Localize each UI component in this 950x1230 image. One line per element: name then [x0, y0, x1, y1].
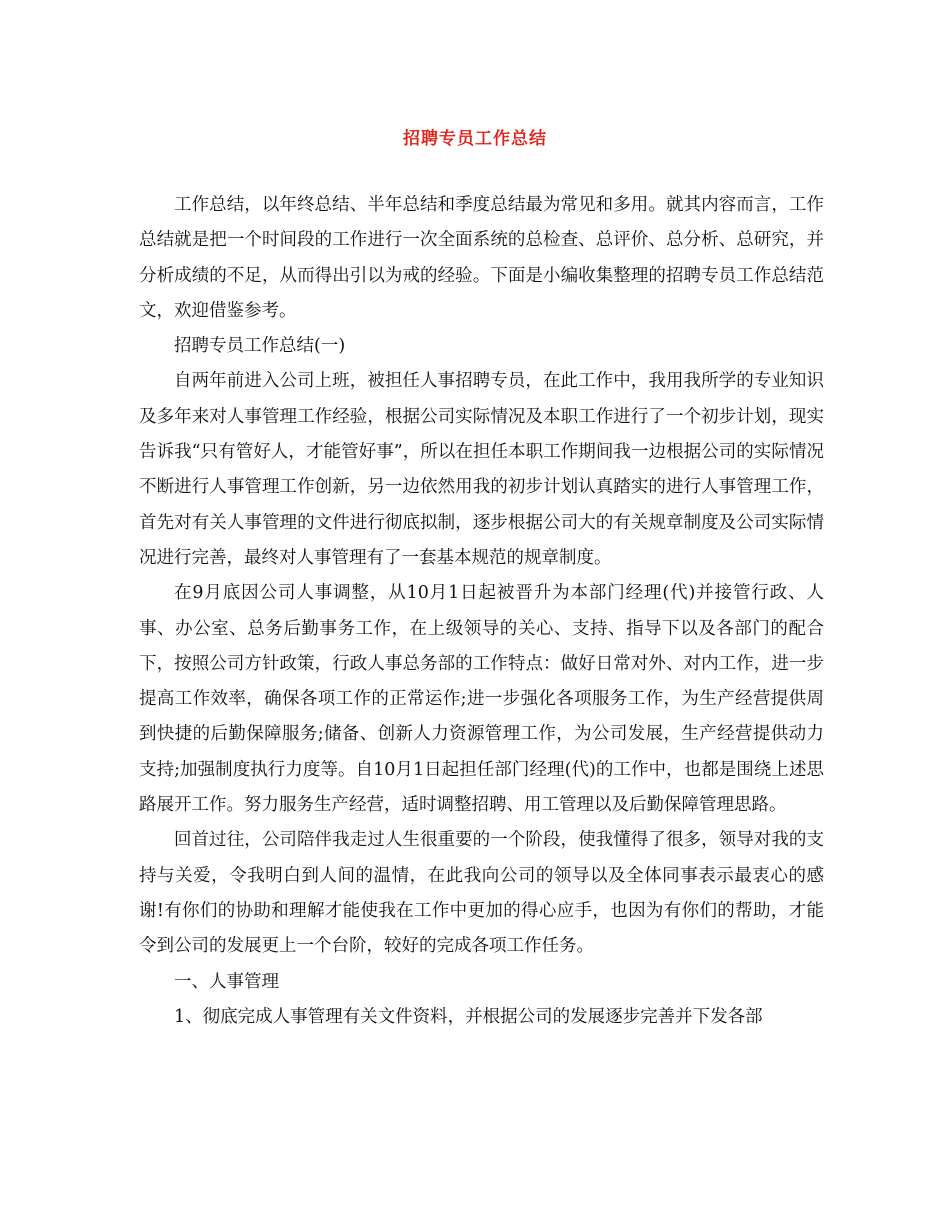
- body-paragraph: 自两年前进入公司上班，被担任人事招聘专员，在此工作中，我用我所学的专业知识及多年来对人事管理工作经验，根据公司实际情况及本职工作进行了一个初步计划，现实告诉我“只有管好人，才能管好事”，所以在担任本职工作期间我一边根据公司的实际情况不断进行人事管理工作创新，另一边依然用我的初步计划认真踏实的进行人事管理工作，首先对有关人事管理的文件进行彻底拟制，逐步根据公司大的有关规章制度及公司实际情况进行完善，最终对人事管理有了一套基本规范的规章制度。: [139, 371, 824, 568]
- page-title: 招聘专员工作总结: [403, 129, 547, 149]
- list-item: 1、彻底完成人事管理有关文件资料，并根据公司的发展逐步完善并下发各部: [174, 1006, 763, 1027]
- intro-paragraph: 工作总结，以年终总结、半年总结和季度总结最为常见和多用。就其内容而言，工作总结就是把一个时间段的工作进行一次全面系统的总检查、总评价、总分析、总研究，并分析成绩的不足，从而得出引以为戒的经验。下面是小编收集整理的招聘专员工作总结范文，欢迎借鉴参考。: [139, 195, 824, 321]
- body-paragraph: 在9月底因公司人事调整，从10月1日起被晋升为本部门经理(代)并接管行政、人事、办公室、总务后勤事务工作，在上级领导的关心、支持、指导下以及各部门的配合下，按照公司方针政策，行政人事总务部的工作特点：做好日常对外、对内工作，进一步提高工作效率，确保各项工作的正常运作;进一步强化各项服务工作，为生产经营提供周到快捷的后勤保障服务;储备、创新人力资源管理工作，为公司发展，生产经营提供动力支持;加强制度执行力度等。自10月1日起担任部门经理(代)的工作中，也都是围绕上述思路展开工作。努力服务生产经营，适时调整招聘、用工管理以及后勤保障管理思路。: [139, 583, 824, 816]
- section-heading: 招聘专员工作总结(一): [174, 336, 346, 357]
- subsection-heading: 一、人事管理: [174, 971, 279, 992]
- document-body: [139, 188, 824, 1035]
- body-paragraph: 回首过往，公司陪伴我走过人生很重要的一个阶段，使我懂得了很多，领导对我的支持与关爱，令我明白到人间的温情，在此我向公司的领导以及全体同事表示最衷心的感谢!有你们的协助和理解才能使我在工作中更加的得心应手，也因为有你们的帮助，才能令到公司的发展更上一个台阶，较好的完成各项工作任务。: [139, 830, 824, 957]
